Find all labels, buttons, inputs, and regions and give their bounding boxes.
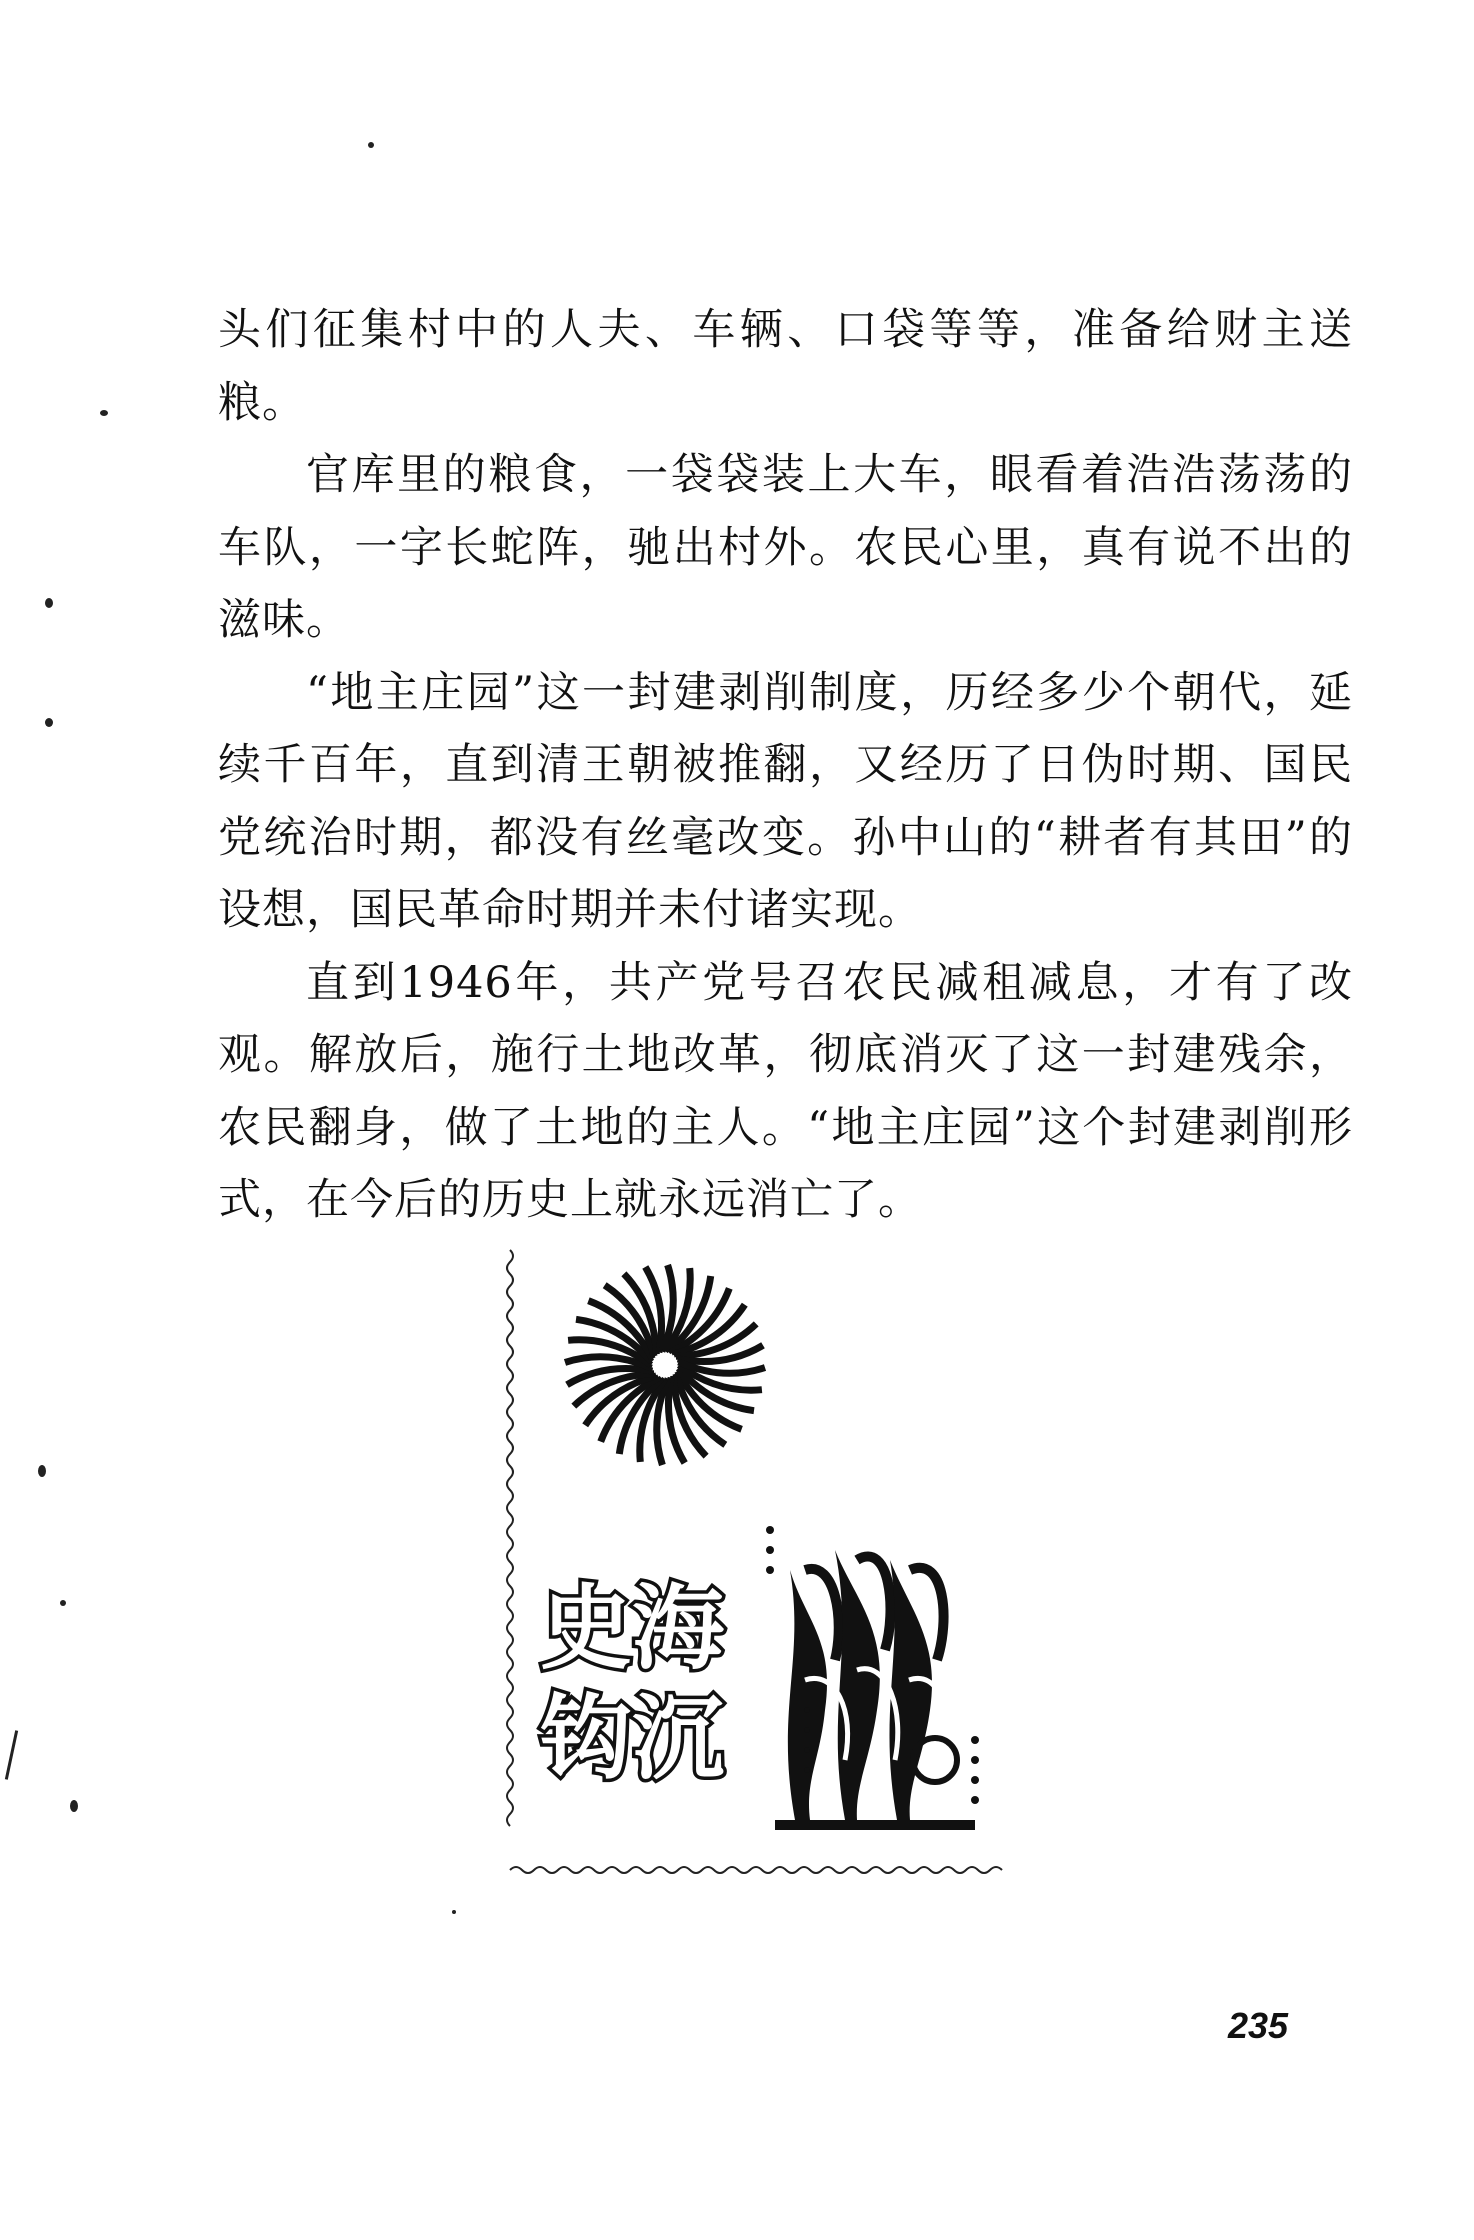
scan-speck — [100, 410, 108, 416]
swirl-sun-icon — [565, 1265, 765, 1465]
paragraph: 官库里的粮食，一袋袋装上大车，眼看着浩浩荡荡的车队，一字长蛇阵，驰出村外。农民心里，真有说不出的滋味。 — [218, 450, 1353, 645]
paragraph: “地主庄园”这一封建剥削制度，历经多少个朝代，延续千百年，直到清王朝被推翻，又经历了日伪时期、国民党统治时期，都没有丝毫改变。孙中山的“耕者有其田”的设想，国民革命时期并未付诸实现。 — [218, 667, 1353, 935]
ornament-title-line2: 钩沉 — [540, 1685, 725, 1792]
section-ornament — [505, 1240, 1025, 1880]
scan-speck — [70, 1800, 78, 1812]
frame-bottom-wavy-line — [510, 1867, 1002, 1873]
scan-speck — [368, 142, 374, 148]
scan-speck — [5, 1730, 18, 1780]
flame-icon — [775, 1550, 975, 1830]
frame-left-wavy-line — [507, 1250, 513, 1826]
paragraph-continuation: 头们征集村中的人夫、车辆、口袋等等，准备给财主送粮。 — [218, 305, 1353, 428]
sun-center — [653, 1353, 677, 1377]
scan-speck — [452, 1910, 456, 1914]
ornament-title-line1: 史海 — [540, 1575, 725, 1682]
scan-speck — [45, 718, 53, 727]
body-text — [218, 294, 1353, 1237]
scan-speck — [38, 1465, 46, 1477]
paragraph: 直到1946年，共产党号召农民减租减息，才有了改观。解放后，施行土地改革，彻底消灭了这一封建残余，农民翻身，做了土地的主人。“地主庄园”这个封建剥削形式，在今后的历史上就永远消亡了。 — [218, 957, 1353, 1225]
page-number: 235 — [1228, 2005, 1289, 2046]
scan-speck — [45, 598, 53, 608]
scan-speck — [60, 1600, 66, 1606]
